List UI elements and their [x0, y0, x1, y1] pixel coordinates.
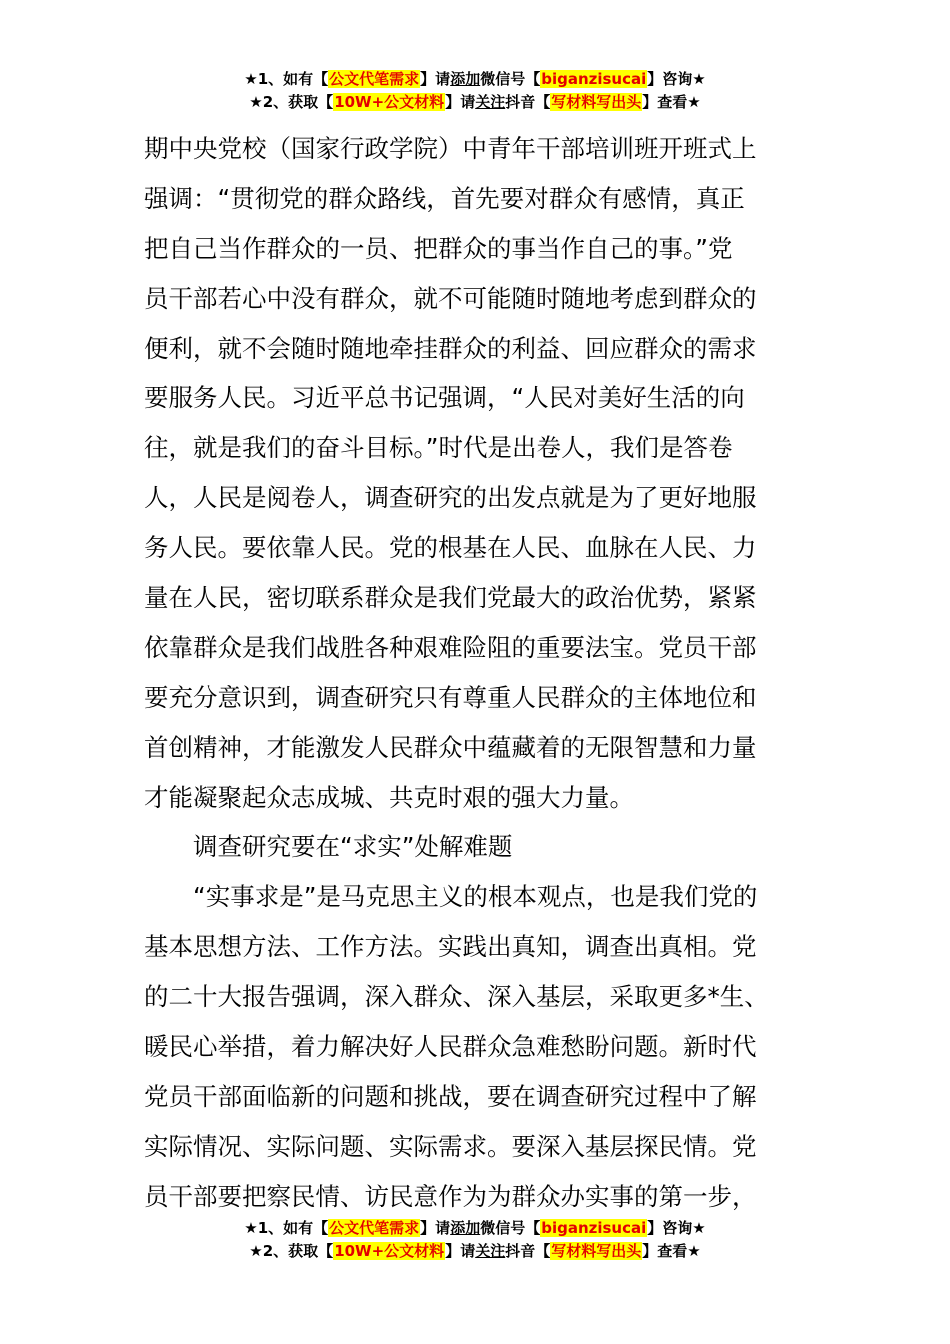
header-line-2-suffix: 】查看★: [642, 93, 701, 111]
header-line-2-mid-2: 抖音【: [505, 93, 551, 111]
footer-line-1-mid-2: 微信号【: [480, 1219, 541, 1237]
footer-line-1-prefix: ★1、如有【: [244, 1219, 329, 1237]
header-line-2-underline: 关注: [475, 93, 506, 111]
body-text: [144, 124, 808, 1222]
header-line-1-prefix: ★1、如有【: [244, 70, 329, 88]
footer-line-2-mid-1: 】请: [445, 1242, 476, 1260]
body-line: 员干部若心中没有群众，就不可能随时随地考虑到群众的: [144, 283, 757, 313]
body-line: 基本思想方法、工作方法。实践出真知，调查出真相。党: [144, 932, 757, 962]
header-line-1-underline: 添加: [450, 70, 481, 88]
footer-line-1-suffix: 】咨询★: [647, 1219, 706, 1237]
footer-line-2: [0, 1240, 950, 1263]
header-line-1-highlight-1: 公文代笔需求: [329, 70, 420, 88]
footer-line-1: [0, 1217, 950, 1240]
body-line: 暖民心举措，着力解决好人民群众急难愁盼问题。新时代: [144, 1032, 757, 1062]
body-line: 实际情况、实际问题、实际需求。要深入基层探民情。党: [144, 1131, 757, 1161]
footer-banner: [0, 1217, 950, 1263]
header-line-2-prefix: ★2、获取【: [249, 93, 334, 111]
body-line: 要服务人民。习近平总书记强调，“人民对美好生活的向: [144, 383, 745, 413]
body-line: 的二十大报告强调，深入群众、深入基层，采取更多*生、: [144, 982, 769, 1012]
header-line-1: [0, 68, 950, 91]
body-line: 人，人民是阅卷人，调查研究的出发点就是为了更好地服: [144, 483, 757, 513]
header-line-2-mid-1: 】请: [445, 93, 476, 111]
body-line: 强调：“贯彻党的群众路线，首先要对群众有感情，真正: [144, 183, 745, 213]
body-line: 往，就是我们的奋斗目标。”时代是出卷人，我们是答卷: [144, 433, 733, 463]
header-line-1-suffix: 】咨询★: [647, 70, 706, 88]
footer-line-1-mid-1: 】请: [420, 1219, 451, 1237]
footer-line-1-highlight-2: biganzisucai: [541, 1219, 647, 1237]
footer-line-2-mid-2: 抖音【: [505, 1242, 551, 1260]
body-line: 期中央党校（国家行政学院）中青年干部培训班开班式上: [144, 134, 757, 163]
header-line-2-highlight-2: 写材料写出头: [551, 93, 642, 111]
body-line: 才能凝聚起众志成城、共克时艰的强大力量。: [144, 782, 634, 812]
body-line: 要充分意识到，调查研究只有尊重人民群众的主体地位和: [144, 682, 757, 712]
header-banner: [0, 68, 950, 114]
body-line: 员干部要把察民情、访民意作为为群众办实事的第一步，: [144, 1181, 757, 1211]
body-line: 量在人民，密切联系群众是我们党最大的政治优势，紧紧: [144, 583, 757, 613]
body-line: “实事求是”是马克思主义的根本观点，也是我们党的: [193, 882, 758, 912]
section-heading: 调查研究要在“求实”处解难题: [193, 832, 513, 862]
body-line: 务人民。要依靠人民。党的根基在人民、血脉在人民、力: [144, 533, 757, 563]
footer-line-2-highlight-2: 写材料写出头: [551, 1242, 642, 1260]
header-line-2: [0, 91, 950, 114]
header-line-2-highlight-1: 10W+公文材料: [334, 93, 445, 111]
footer-line-1-underline: 添加: [450, 1219, 481, 1237]
body-line: 首创精神，才能激发人民群众中蕴藏着的无限智慧和力量: [144, 732, 757, 762]
header-line-1-highlight-2: biganzisucai: [541, 70, 647, 88]
header-line-1-mid-1: 】请: [420, 70, 451, 88]
footer-line-2-underline: 关注: [475, 1242, 506, 1260]
body-line: 依靠群众是我们战胜各种艰难险阻的重要法宝。党员干部: [144, 632, 757, 662]
body-line: 把自己当作群众的一员、把群众的事当作自己的事。”党: [144, 233, 733, 263]
footer-line-1-highlight-1: 公文代笔需求: [329, 1219, 420, 1237]
body-line: 便利，就不会随时随地牵挂群众的利益、回应群众的需求: [144, 333, 757, 363]
body-line: 党员干部面临新的问题和挑战，要在调查研究过程中了解: [144, 1081, 757, 1111]
footer-line-2-suffix: 】查看★: [642, 1242, 701, 1260]
footer-line-2-highlight-1: 10W+公文材料: [334, 1242, 445, 1260]
footer-line-2-prefix: ★2、获取【: [249, 1242, 334, 1260]
header-line-1-mid-2: 微信号【: [480, 70, 541, 88]
